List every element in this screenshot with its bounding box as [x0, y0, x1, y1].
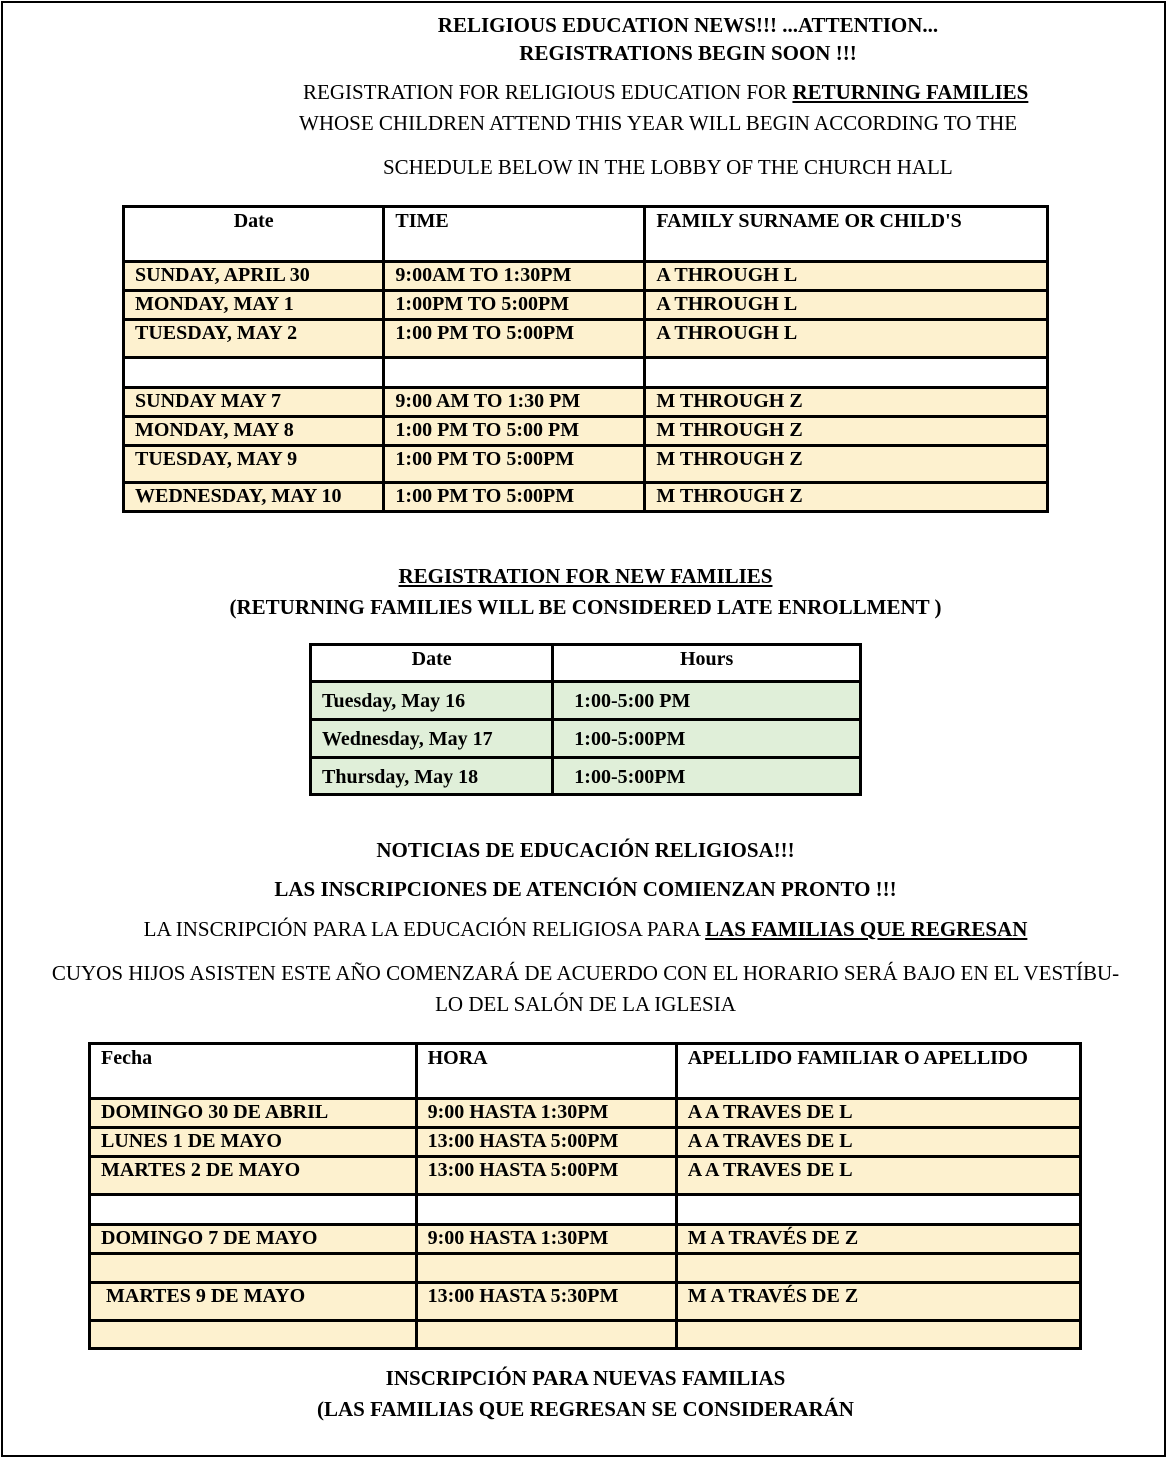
- date-cell: TUESDAY, MAY 2: [124, 320, 384, 358]
- surname-cell: M THROUGH Z: [645, 483, 1048, 512]
- es-header-apellido: APELLIDO FAMILIAR O APELLIDO: [676, 1044, 1080, 1099]
- es-returning-table: [88, 1042, 1082, 1350]
- es-intro-line1-emph: LAS FAMILIAS QUE REGRESAN: [705, 917, 1028, 941]
- es-title-line1: NOTICIAS DE EDUCACIÓN RELIGIOSA!!!: [376, 838, 795, 862]
- table-row: [90, 1099, 1081, 1128]
- table-row: [124, 262, 1048, 291]
- time-cell: 9:00 HASTA 1:30PM: [416, 1225, 676, 1254]
- es-intro-line1-prefix: LA INSCRIPCIÓN PARA LA EDUCACIÓN RELIGIOSA PARA: [143, 917, 706, 941]
- table-row: [311, 758, 861, 795]
- date-cell: Tuesday, May 16: [311, 682, 553, 720]
- date-cell: TUESDAY, MAY 9: [124, 446, 384, 483]
- surname-cell: A A TRAVES DE L: [676, 1157, 1080, 1195]
- time-cell: 13:00 HASTA 5:30PM: [416, 1283, 676, 1321]
- time-cell: 1:00 PM TO 5:00PM: [384, 483, 645, 512]
- surname-cell: M THROUGH Z: [645, 417, 1048, 446]
- date-cell: LUNES 1 DE MAYO: [90, 1128, 417, 1157]
- en-header-surname: FAMILY SURNAME OR CHILD'S: [645, 207, 1048, 262]
- en-new-subheading: (RETURNING FAMILIES WILL BE CONSIDERED LATE ENROLLMENT ): [229, 595, 942, 619]
- table-row: [311, 720, 861, 758]
- time-cell: 1:00 PM TO 5:00PM: [384, 320, 645, 358]
- date-cell: MONDAY, MAY 1: [124, 291, 384, 320]
- date-cell: [90, 1195, 417, 1225]
- time-cell: 13:00 HASTA 5:00PM: [416, 1128, 676, 1157]
- surname-cell: [676, 1321, 1080, 1349]
- time-cell: 9:00 AM TO 1:30 PM: [384, 388, 645, 417]
- table-row: [90, 1225, 1081, 1254]
- date-cell: [90, 1321, 417, 1349]
- surname-cell: A A TRAVES DE L: [676, 1099, 1080, 1128]
- date-cell: DOMINGO 7 DE MAYO: [90, 1225, 417, 1254]
- en-new-heading: REGISTRATION FOR NEW FAMILIES: [398, 564, 773, 588]
- surname-cell: A THROUGH L: [645, 320, 1048, 358]
- time-cell: 1:00 PM TO 5:00 PM: [384, 417, 645, 446]
- es-intro-line2: CUYOS HIJOS ASISTEN ESTE AÑO COMENZARÁ DE ACUERDO CON EL HORARIO SERÁ BAJO EN EL VESTÍBU-: [51, 961, 1120, 985]
- es-new-subheading: (LAS FAMILIAS QUE REGRESAN SE CONSIDERARÁN: [317, 1397, 854, 1421]
- en-title-line2: REGISTRATIONS BEGIN SOON !!!: [519, 41, 857, 65]
- surname-cell: M THROUGH Z: [645, 446, 1048, 483]
- en-title-line1: RELIGIOUS EDUCATION NEWS!!! ...ATTENTION...: [437, 13, 939, 37]
- time-cell: [416, 1195, 676, 1225]
- surname-cell: A A TRAVES DE L: [676, 1128, 1080, 1157]
- es-intro-line3: LO DEL SALÓN DE LA IGLESIA: [435, 992, 736, 1016]
- date-cell: SUNDAY, APRIL 30: [124, 262, 384, 291]
- table-row: [124, 320, 1048, 358]
- surname-cell: M A TRAVÉS DE Z: [676, 1225, 1080, 1254]
- date-cell: [124, 358, 384, 388]
- date-cell: MARTES 2 DE MAYO: [90, 1157, 417, 1195]
- table-row: [90, 1195, 1081, 1225]
- surname-cell: [645, 358, 1048, 388]
- es-title-line2: LAS INSCRIPCIONES DE ATENCIÓN COMIENZAN PRONTO !!!: [274, 877, 897, 901]
- en-intro-line2: WHOSE CHILDREN ATTEND THIS YEAR WILL BEGIN ACCORDING TO THE: [299, 111, 1018, 135]
- en-intro-line3: SCHEDULE BELOW IN THE LOBBY OF THE CHURCH HALL: [383, 155, 953, 179]
- en-new-table: [309, 643, 862, 796]
- table-row: [90, 1157, 1081, 1195]
- new-header-hours: Hours: [553, 645, 861, 682]
- time-cell: 13:00 HASTA 5:00PM: [416, 1157, 676, 1195]
- en-header-date: Date: [124, 207, 384, 262]
- en-intro-line1-prefix: REGISTRATION FOR RELIGIOUS EDUCATION FOR: [303, 80, 793, 104]
- time-cell: 9:00AM TO 1:30PM: [384, 262, 645, 291]
- hours-cell: 1:00-5:00PM: [553, 720, 861, 758]
- surname-cell: A THROUGH L: [645, 262, 1048, 291]
- table-row: [124, 291, 1048, 320]
- time-cell: 1:00PM TO 5:00PM: [384, 291, 645, 320]
- table-row: [90, 1321, 1081, 1349]
- es-new-heading: INSCRIPCIÓN PARA NUEVAS FAMILIAS: [385, 1366, 786, 1390]
- es-header-hora: HORA: [416, 1044, 676, 1099]
- en-intro-line1-emph: RETURNING FAMILIES: [792, 80, 1029, 104]
- time-cell: [416, 1254, 676, 1283]
- surname-cell: M THROUGH Z: [645, 388, 1048, 417]
- time-cell: 9:00 HASTA 1:30PM: [416, 1099, 676, 1128]
- table-row: [124, 446, 1048, 483]
- hours-cell: 1:00-5:00PM: [553, 758, 861, 795]
- table-row: [124, 483, 1048, 512]
- date-cell: SUNDAY MAY 7: [124, 388, 384, 417]
- date-cell: DOMINGO 30 DE ABRIL: [90, 1099, 417, 1128]
- surname-cell: [676, 1254, 1080, 1283]
- time-cell: [384, 358, 645, 388]
- table-row: [90, 1128, 1081, 1157]
- es-header-fecha: Fecha: [90, 1044, 417, 1099]
- new-header-date: Date: [311, 645, 553, 682]
- date-cell: MARTES 9 DE MAYO: [90, 1283, 417, 1321]
- en-intro-line1: [303, 80, 1028, 105]
- table-row: [124, 358, 1048, 388]
- hours-cell: 1:00-5:00 PM: [553, 682, 861, 720]
- date-cell: [90, 1254, 417, 1283]
- date-cell: Thursday, May 18: [311, 758, 553, 795]
- en-header-time: TIME: [384, 207, 645, 262]
- surname-cell: [676, 1195, 1080, 1225]
- time-cell: 1:00 PM TO 5:00PM: [384, 446, 645, 483]
- en-returning-table: [122, 205, 1049, 513]
- table-row: [90, 1283, 1081, 1321]
- table-row: [311, 682, 861, 720]
- es-intro-line1: [0, 917, 1171, 942]
- time-cell: [416, 1321, 676, 1349]
- table-row: [124, 388, 1048, 417]
- date-cell: Wednesday, May 17: [311, 720, 553, 758]
- table-row: [124, 417, 1048, 446]
- table-row: [90, 1254, 1081, 1283]
- surname-cell: A THROUGH L: [645, 291, 1048, 320]
- surname-cell: M A TRAVÉS DE Z: [676, 1283, 1080, 1321]
- date-cell: WEDNESDAY, MAY 10: [124, 483, 384, 512]
- date-cell: MONDAY, MAY 8: [124, 417, 384, 446]
